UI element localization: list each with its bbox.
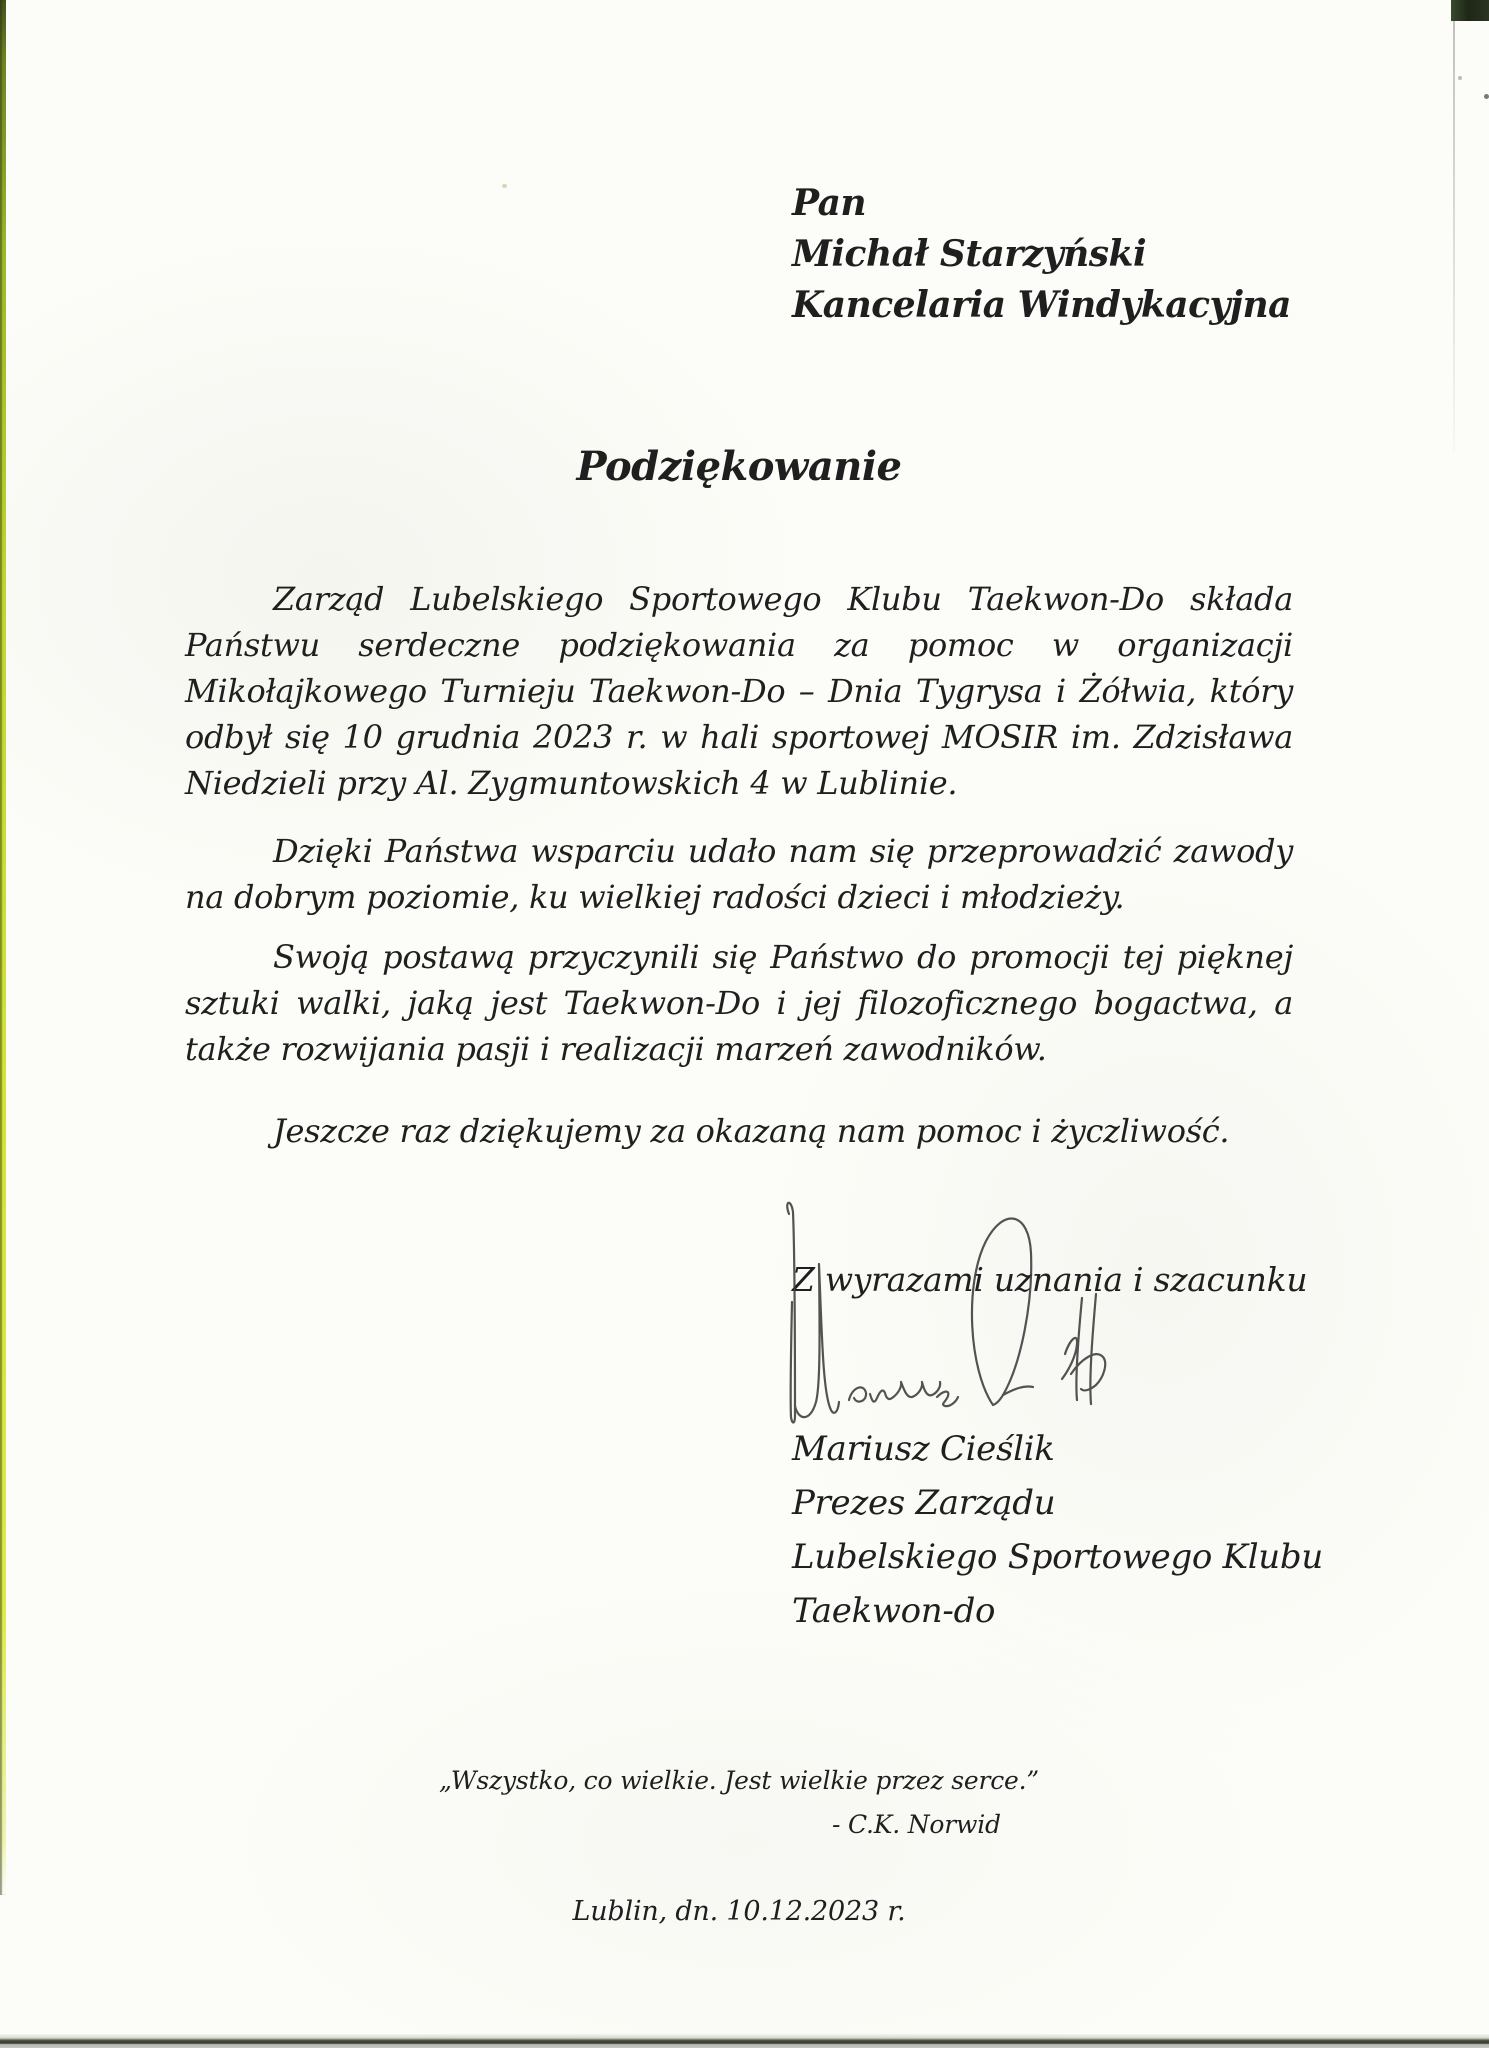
closing-salutation: Z wyrazami uznania i szacunku <box>792 1260 1308 1299</box>
recipient-salutation: Pan <box>792 182 867 224</box>
recipient-name: Michał Starzyński <box>792 233 1147 275</box>
scan-speck <box>1484 94 1489 99</box>
scan-corner-mark <box>1451 0 1489 21</box>
quote-attribution: - C.K. Norwid <box>832 1810 1001 1839</box>
recipient-company: Kancelaria Windykacyjna <box>792 284 1291 326</box>
signatory-name: Mariusz Cieślik <box>792 1429 1055 1469</box>
recipient-block <box>792 178 1291 331</box>
scan-edge-right-line <box>1453 21 1455 451</box>
signatory-title: Prezes Zarządu <box>792 1483 1056 1523</box>
letter-title: Podziękowanie <box>576 443 902 490</box>
scan-speck <box>1458 76 1462 80</box>
quote-text: „Wszystko, co wielkie. Jest wielkie przez serce.” <box>439 1766 1039 1795</box>
paragraph-3: Swoją postawą przyczynili się Państwo do promocji tej pięknej sztuki walki, jaką jest Taekwon-Do i jej filozoficznego bogactwa, a także rozwijania pasji i realizacji marzeń zawodników. <box>185 938 1293 1068</box>
title-row <box>185 443 1293 490</box>
paragraph-4: Jeszcze raz dziękujemy za okazaną nam pomoc i życzliwość. <box>273 1112 1230 1150</box>
scan-speck <box>502 184 507 188</box>
scan-edge-left-strip <box>0 0 6 1895</box>
letter-body <box>185 576 1293 1154</box>
signatory-organization-line1: Lubelskiego Sportowego Klubu <box>792 1537 1323 1577</box>
dateline: Lublin, dn. 10.12.2023 r. <box>572 1896 906 1927</box>
scan-edge-bottom-line <box>0 2034 1489 2048</box>
paragraph-2: Dzięki Państwa wsparciu udało nam się przeprowadzić zawody na dobrym poziomie, ku wielkiej radości dzieci i młodzieży. <box>185 832 1293 916</box>
signatory-organization-line2: Taekwon-do <box>792 1591 996 1631</box>
paragraph-1: Zarząd Lubelskiego Sportowego Klubu Taekwon-Do składa Państwu serdeczne podziękowania za pomoc w organizacji Mikołajkowego Turnieju Taekwon-Do – Dnia Tygrysa i Żółwia, który odbył się 10 grudnia 2023 r. w hali sportowej MOSIR im. Zdzisława Niedzieli przy Al. Zygmuntowskich 4 w Lublinie. <box>185 580 1293 802</box>
handwritten-signature-icon <box>765 1198 1145 1458</box>
